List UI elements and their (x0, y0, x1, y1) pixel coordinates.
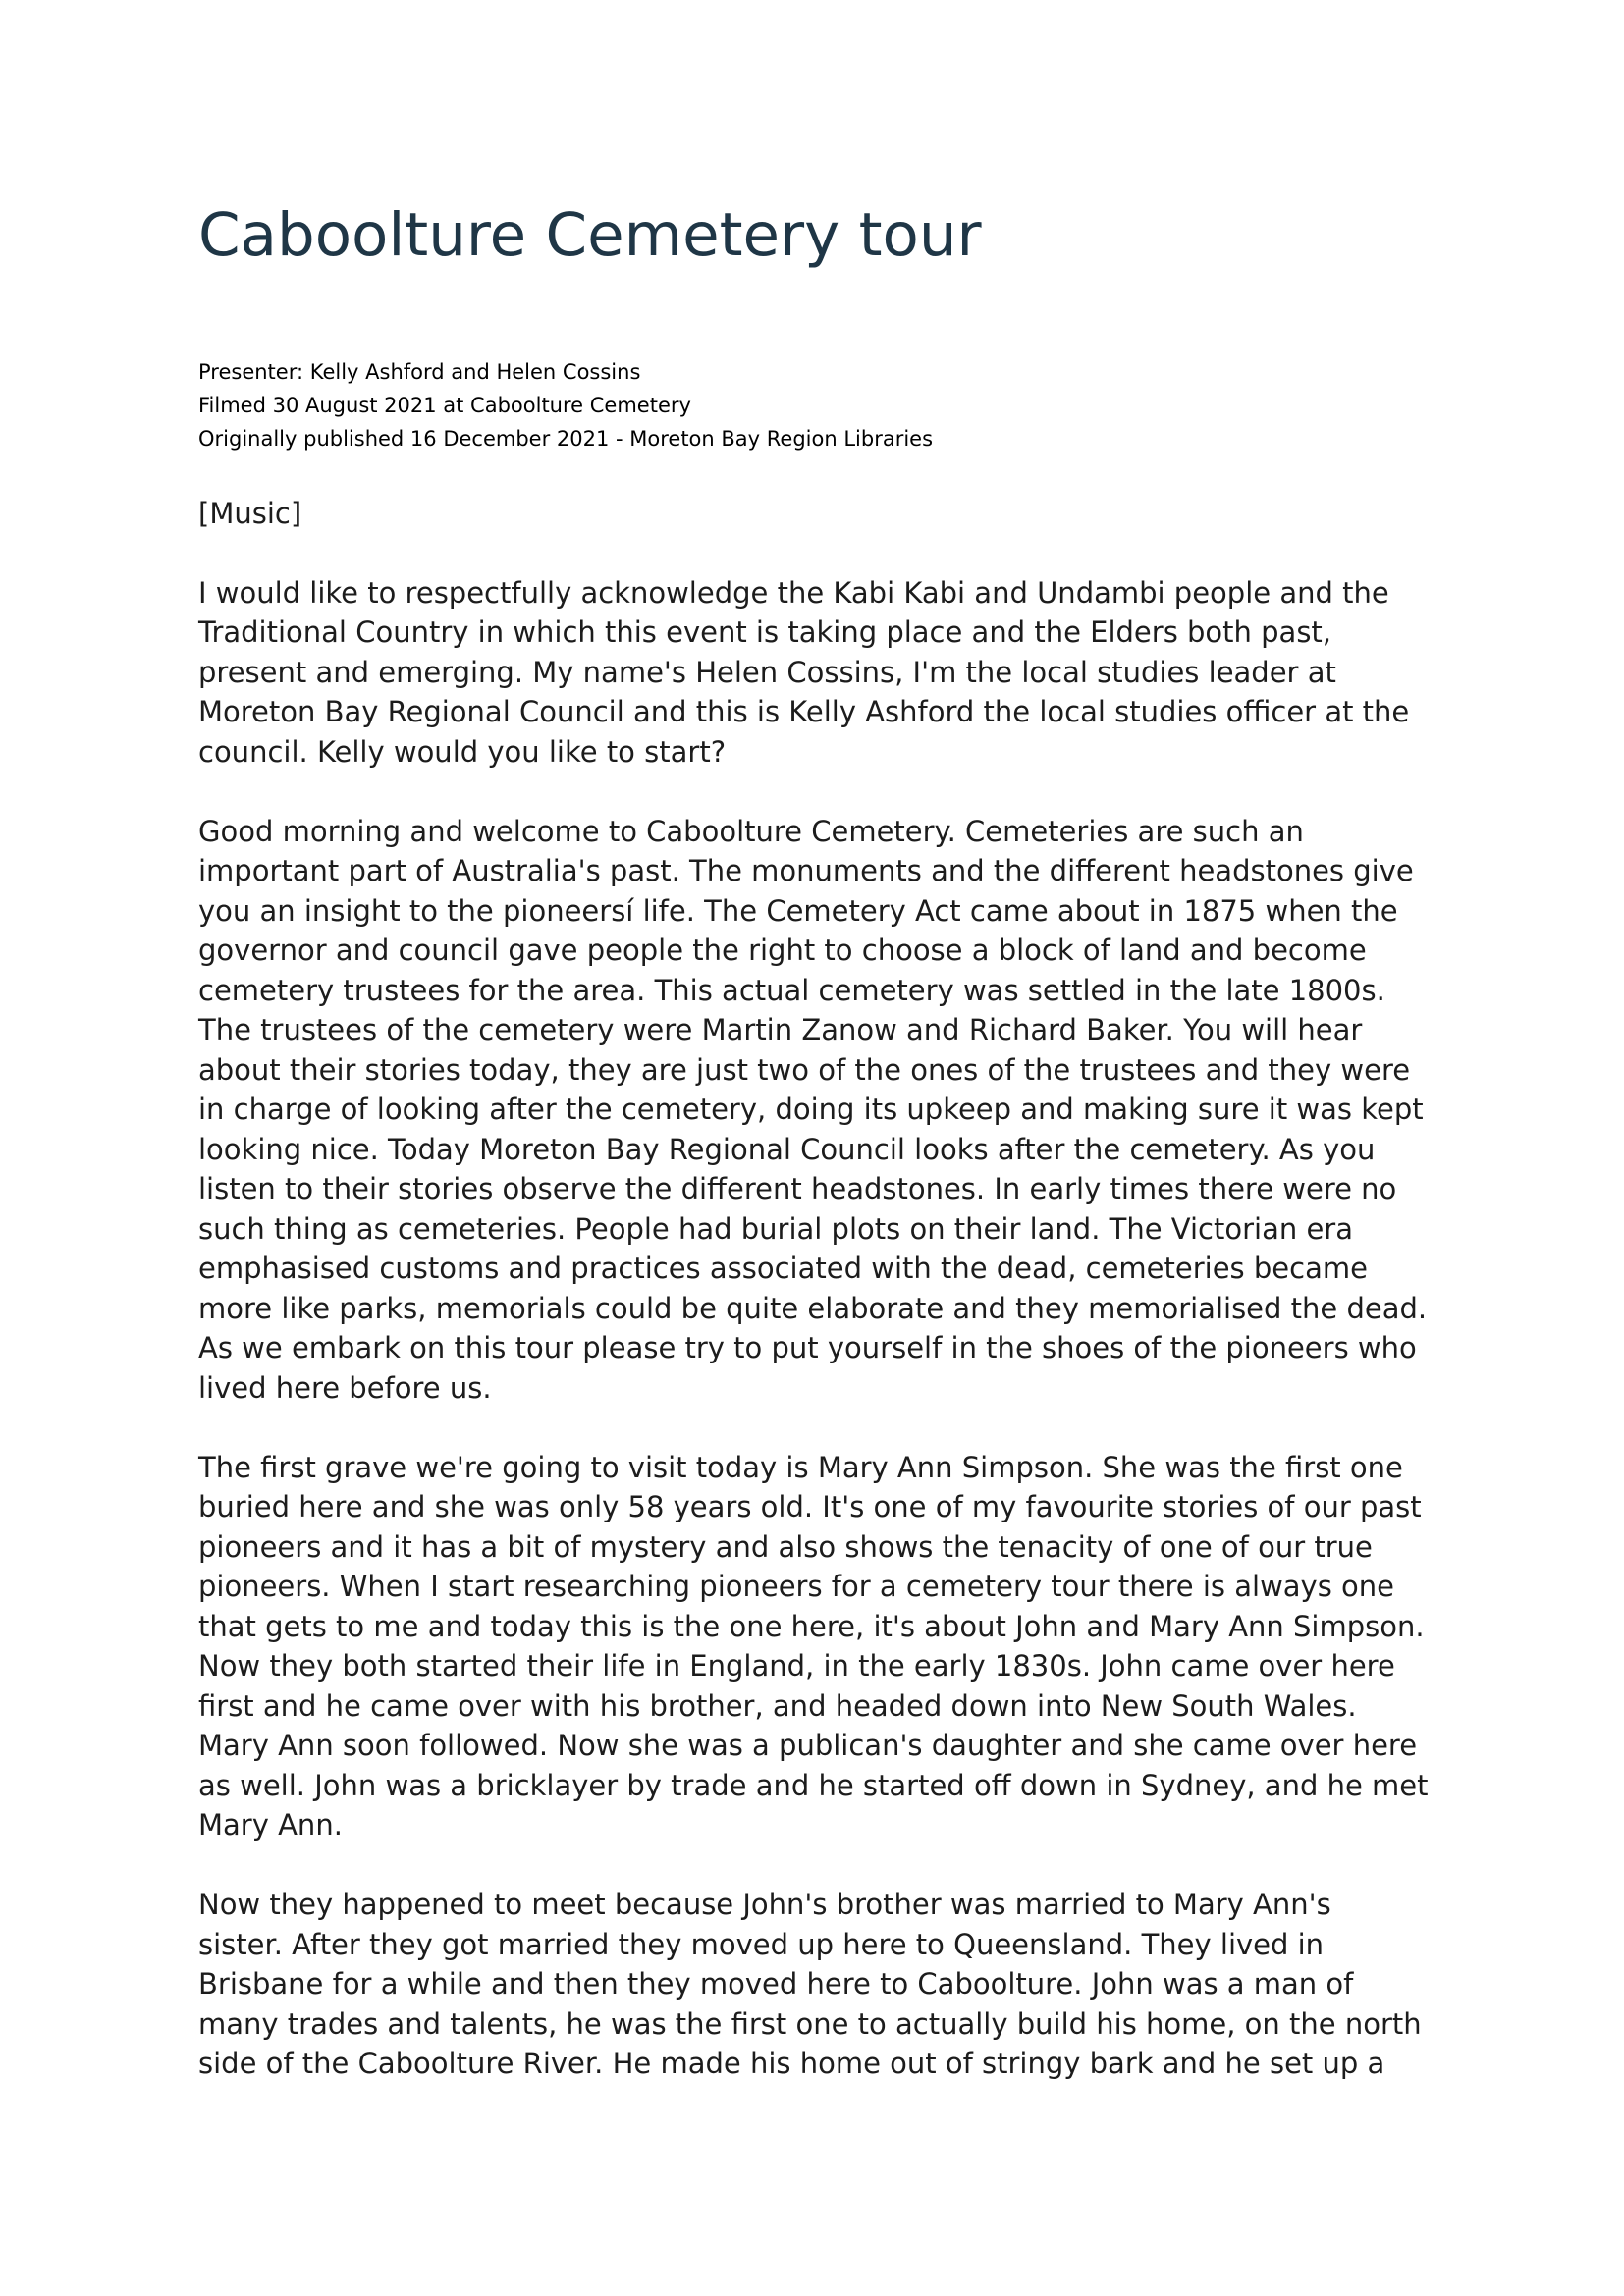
paragraph-line: Brisbane for a while and then they moved here to Caboolture. John was a man of (198, 1967, 1354, 2001)
paragraph-line: emphasised customs and practices associated with the dead, cemeteries became (198, 1252, 1368, 1285)
paragraph-line: pioneers and it has a bit of mystery and also shows the tenacity of one of our true (198, 1529, 1373, 1564)
paragraph-line: about their stories today, they are just two of the ones of the trustees and they were (198, 1052, 1411, 1087)
paragraph-line: As we embark on this tour please try to put yourself in the shoes of the pioneers who (198, 1331, 1417, 1364)
paragraph-line: I would like to respectfully acknowledge the Kabi Kabi and Undambi people and the (198, 575, 1389, 610)
paragraph-line: [Music] (198, 497, 302, 530)
paragraph-line: buried here and she was only 58 years old. It's one of my favourite stories of our past (198, 1490, 1422, 1523)
paragraph-line: listen to their stories observe the different headstones. In early times there were no (198, 1172, 1397, 1205)
paragraph-line: Mary Ann. (198, 1808, 343, 1842)
paragraph-line: such thing as cemeteries. People had burial plots on their land. The Victorian era (198, 1211, 1354, 1246)
paragraph-line: Good morning and welcome to Caboolture Cemetery. Cemeteries are such an (198, 814, 1304, 848)
transcript-paragraph (198, 573, 1445, 773)
paragraph-line: lived here before us. (198, 1370, 492, 1405)
transcript-body (198, 494, 1445, 2123)
paragraph-line: many trades and talents, he was the first one to actually build his home, on the north (198, 2006, 1422, 2041)
paragraph-line: pioneers. When I start researching pioneers for a cemetery tour there is always one (198, 1570, 1395, 1603)
presenter-line: Presenter: Kelly Ashford and Helen Cossins (198, 360, 641, 384)
transcript-paragraph (198, 1448, 1445, 1845)
paragraph-line: Moreton Bay Regional Council and this is Kelly Ashford the local studies officer at the (198, 695, 1410, 728)
paragraph-line: as well. John was a bricklayer by trade and he started off down in Sydney, and he met (198, 1768, 1429, 1802)
paragraph-line: side of the Caboolture River. He made his home out of stringy bark and he set up a (198, 2047, 1385, 2080)
paragraph-line: present and emerging. My name's Helen Cossins, I'm the local studies leader at (198, 655, 1336, 689)
paragraph-line: you an insight to the pioneersí life. The Cemetery Act came about in 1875 when the (198, 893, 1398, 928)
paragraph-line: The trustees of the cemetery were Martin Zanow and Richard Baker. You will hear (198, 1013, 1363, 1046)
paragraph-line: Now they both started their life in England, in the early 1830s. John came over here (198, 1649, 1395, 1682)
paragraph-line: Traditional Country in which this event is taking place and the Elders both past, (198, 615, 1332, 649)
page-title: Caboolture Cemetery tour (198, 200, 982, 270)
paragraph-line: cemetery trustees for the area. This actual cemetery was settled in the late 1800s. (198, 973, 1385, 1007)
paragraph-line: that gets to me and today this is the one here, it's about John and Mary Ann Simpson. (198, 1609, 1425, 1643)
paragraph-line: in charge of looking after the cemetery, doing its upkeep and making sure it was kept (198, 1093, 1424, 1126)
paragraph-line: Mary Ann soon followed. Now she was a publican's daughter and she came over here (198, 1729, 1418, 1762)
paragraph-line: council. Kelly would you like to start? (198, 734, 727, 769)
paragraph-line: important part of Australia's past. The monuments and the different headstones give (198, 854, 1414, 887)
transcript-metadata (198, 355, 933, 455)
published-line: Originally published 16 December 2021 - Moreton Bay Region Libraries (198, 427, 934, 451)
paragraph-line: Now they happened to meet because John's brother was married to Mary Ann's (198, 1888, 1331, 1921)
paragraph-line: first and he came over with his brother, and headed down into New South Wales. (198, 1688, 1357, 1723)
transcript-paragraph (198, 812, 1445, 1409)
paragraph-line: looking nice. Today Moreton Bay Regional Council looks after the cemetery. As you (198, 1132, 1376, 1166)
paragraph-line: sister. After they got married they moved up here to Queensland. They lived in (198, 1927, 1325, 1961)
music-cue (198, 494, 1445, 534)
filmed-line: Filmed 30 August 2021 at Caboolture Cemetery (198, 394, 691, 417)
transcript-paragraph (198, 1885, 1445, 2084)
paragraph-line: The first grave we're going to visit today is Mary Ann Simpson. She was the first one (198, 1450, 1403, 1484)
paragraph-line: governor and council gave people the right to choose a block of land and become (198, 934, 1367, 967)
paragraph-line: more like parks, memorials could be quite elaborate and they memorialised the dead. (198, 1291, 1428, 1325)
